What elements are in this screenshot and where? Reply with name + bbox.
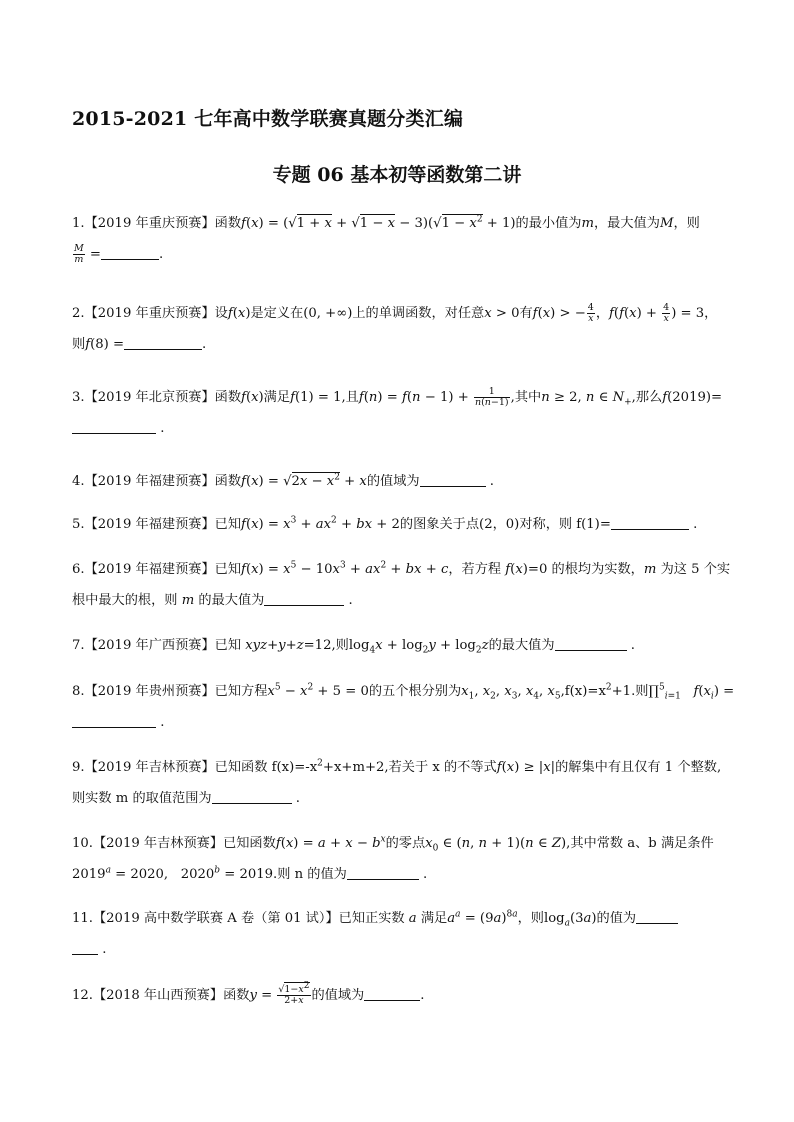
problem-3-line-1: 3.【2019 年北京预赛】函数f(x)满足f(1) = 1,且f(n) = f(n − 1) + $\frac{1}{n(n-1)}$ ,其中n ≥ 2, n ∈ $N_+$,那么f(2019)= <box>72 386 723 408</box>
problem-number: 9. <box>72 760 85 775</box>
answer-blank <box>124 335 202 350</box>
problem-source: 【2019 年福建预赛】 <box>84 562 215 577</box>
problem-7 <box>72 630 727 661</box>
problem-9-line-2: 则实数 m 的取值范围为 . <box>72 791 300 806</box>
answer-blank <box>364 986 420 1001</box>
problem-2 <box>72 298 727 360</box>
problem-8-line-2: . <box>72 707 727 738</box>
problem-6 <box>72 554 731 616</box>
problem-2-line-1: 2.【2019 年重庆预赛】设f(x)是定义在(0, +∞)上的单调函数，对任意x > 0有f(x) > − $\frac{4}{x}$ ，f(f(x) + $\frac{4}{x}$ ) = 3， <box>72 302 718 324</box>
answer-blank <box>72 940 98 955</box>
problem-number: 1. <box>72 216 85 231</box>
problem-source: 【2019 年福建预赛】 <box>84 517 215 532</box>
problem-5-line-1: 5.【2019 年福建预赛】已知$f(x) = x^3 + ax^2$ + bx + 2的图象关于点(2，0)对称，则 f(1)= . <box>72 515 698 532</box>
problem-3-line-2: . <box>72 413 727 444</box>
problem-number: 5. <box>72 517 85 532</box>
problem-number: 8. <box>72 684 85 699</box>
problem-source: 【2019 年重庆预赛】 <box>84 306 215 321</box>
problem-10-line-2: $2019^a = 2020$, $2020^b = 2019$.则 n 的值为 . <box>72 865 428 882</box>
document-title: 2015-2021 七年高中数学联赛真题分类汇编 <box>72 108 464 130</box>
problem-number: 7. <box>72 638 85 653</box>
answer-blank <box>420 472 486 487</box>
answer-blank <box>212 789 292 804</box>
problem-source: 【2019 年吉林预赛】 <box>92 836 224 851</box>
problem-2-line-2: 则f(8) = . <box>72 337 207 352</box>
problem-number: 12. <box>72 988 93 1003</box>
problem-1-line-2: $\frac{M}{m}$ = . <box>74 243 164 265</box>
problem-number: 3. <box>72 390 85 405</box>
problem-source: 【2019 年吉林预赛】 <box>84 760 215 775</box>
problem-10 <box>72 828 727 890</box>
answer-blank <box>101 245 159 260</box>
answer-blank <box>72 713 156 728</box>
problem-5 <box>72 509 727 540</box>
problem-4 <box>72 466 727 497</box>
problem-1-line-1: 1.【2019 年重庆预赛】函数$f(x) = (√1 + x + √1 - x - 3)(√1 - x^2 + 1)$的最小值为m，最大值为M，则 <box>72 214 700 231</box>
document-subtitle: 专题 06 基本初等函数第二讲 <box>272 164 522 186</box>
problem-6-line-1: 6.【2019 年福建预赛】已知$f(x) = x^5 - 10x^3 + ax^2$ + bx + c，若方程 f(x)=0 的根均为实数，m 为这 5 个实 <box>72 560 731 577</box>
answer-blank <box>636 909 678 924</box>
problem-source: 【2018 年山西预赛】 <box>92 988 224 1003</box>
problem-source: 【2019 年重庆预赛】 <box>84 216 215 231</box>
problem-7-line-1: 7.【2019 年广西预赛】已知 xyz+y+z=12,则$\log_4x + \log_2y + \log_2z$的最大值为 . <box>72 638 635 656</box>
problem-source: 【2019 年福建预赛】 <box>84 474 215 489</box>
problem-source: 【2019 高中数学联赛 A 卷（第 01 试）】 <box>92 911 339 926</box>
answer-blank <box>72 419 156 434</box>
problem-9 <box>72 752 727 814</box>
problem-source: 【2019 年贵州预赛】 <box>84 684 215 699</box>
problem-1 <box>72 208 727 270</box>
problem-number: 10. <box>72 836 93 851</box>
answer-blank <box>555 636 627 651</box>
answer-blank <box>264 591 344 606</box>
problem-source: 【2019 年北京预赛】 <box>84 390 215 405</box>
problem-number: 11. <box>72 911 93 926</box>
answer-blank <box>347 865 419 880</box>
problem-3 <box>72 382 727 444</box>
problem-6-line-2: 根中最大的根，则 m 的最大值为 . <box>72 593 353 608</box>
problem-12 <box>72 980 727 1011</box>
problem-10-line-1: 10.【2019 年吉林预赛】已知函数$f(x) = a + x - b^x$的零点$x_0$ ∈ (n, n + 1)(n ∈ Z),其中常数 a、b 满足条件 <box>72 834 714 854</box>
problem-12-line-1: 12.【2018 年山西预赛】函数y = $\frac{√1-x^2}{2+x}$ 的值域为 . <box>72 980 425 1006</box>
problem-4-line-1: 4.【2019 年福建预赛】函数$f(x) = √2x - x^2 + x$的值域为 . <box>72 472 494 489</box>
problem-11 <box>72 903 727 965</box>
problem-8 <box>72 676 735 738</box>
problem-source: 【2019 年广西预赛】 <box>84 638 215 653</box>
problem-number: 4. <box>72 474 85 489</box>
problem-9-line-1: 9.【2019 年吉林预赛】已知函数 $f(x)=-x^2+x+m+2$,若关于 x 的不等式f(x) ≥ |x|的解集中有且仅有 1 个整数, <box>72 758 722 775</box>
problem-11-line-1: 11.【2019 高中数学联赛 A 卷（第 01 试）】已知正实数 a 满足$a^a = (9a)^{8a}$，则$\log_a(3a)$的值为 <box>72 903 727 934</box>
problem-number: 2. <box>72 306 85 321</box>
problem-11-line-2: . <box>72 934 727 965</box>
problem-number: 6. <box>72 562 85 577</box>
answer-blank <box>611 515 689 530</box>
problem-8-line-1: 8.【2019 年贵州预赛】已知方程$x^5 - x^2 + 5 = 0$的五个根分别为$x_1$, $x_2$, $x_3$, $x_4$, $x_5,f(x)=x^2+1$.则∏$^5_{i=1}$ $f(x_i)$ = <box>72 682 735 702</box>
